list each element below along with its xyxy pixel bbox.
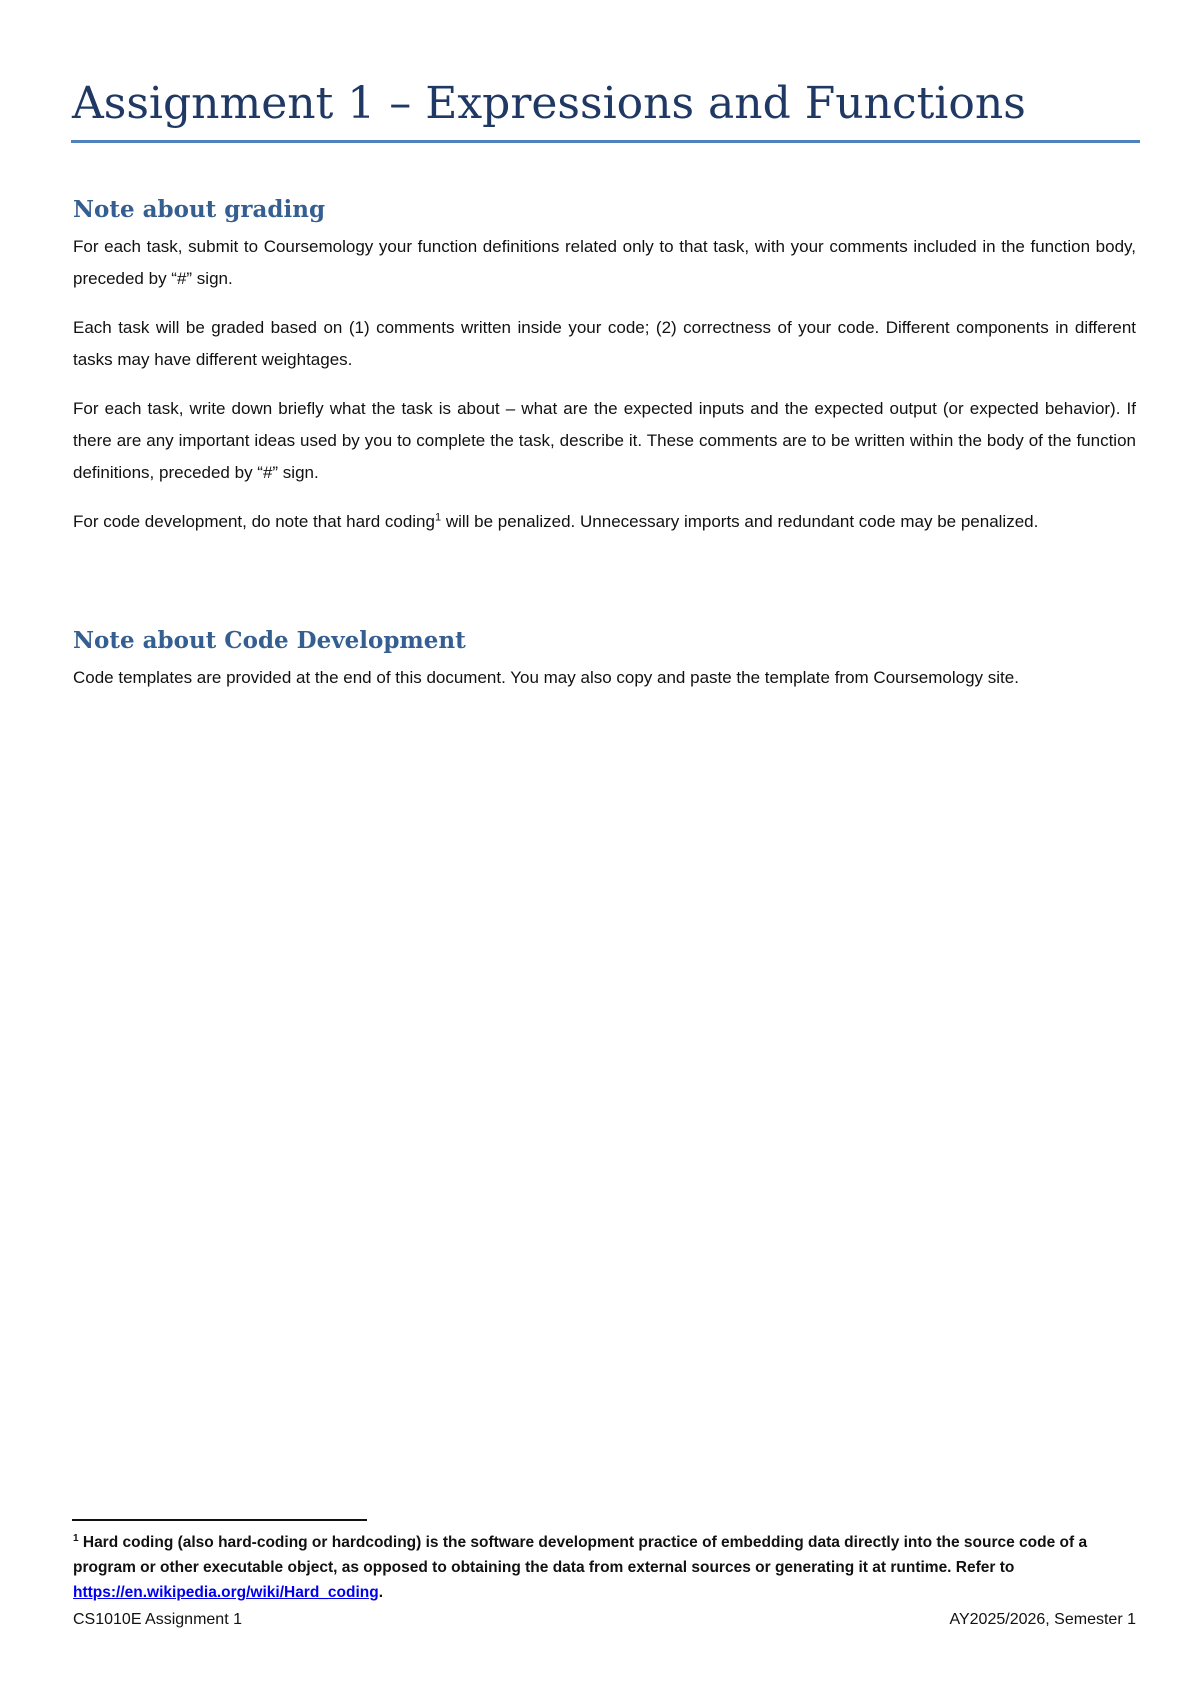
grading-section <box>73 193 1136 555</box>
grading-paragraph-1: For each task, submit to Coursemology your function definitions related only to that task, with your comments included in the function body, preceded by “#” sign. <box>73 237 1136 288</box>
footnote <box>73 1530 1136 1605</box>
code-development-paragraph: Code templates are provided at the end of this document. You may also copy and paste the template from Coursemology site. <box>73 668 1019 687</box>
footnote-text: Hard coding (also hard-coding or hardcoding) is the software development practice of embedding data directly into the source code of a program or other executable object, as opposed to obtaining the data from external sources or generating it at runtime. Refer to <box>73 1534 1088 1576</box>
grading-paragraph-4-text: For code development, do note that hard coding <box>73 512 435 531</box>
grading-paragraph-3: For each task, write down briefly what the task is about – what are the expected inputs and the expected output (or expected behavior). If there are any important ideas used by you to complete the task, describe it. These comments are to be written within the body of the function definitions, preceded by “#” sign. <box>73 399 1136 482</box>
grading-paragraph-4-rest: will be penalized. Unnecessary imports and redundant code may be penalized. <box>441 512 1039 531</box>
grading-paragraph-4 <box>73 506 1136 538</box>
title-underline <box>71 140 1140 143</box>
footnote-marker: 1 <box>73 1532 79 1544</box>
code-development-section <box>73 624 1136 711</box>
footer-semester: AY2025/2026, Semester 1 <box>949 1611 1136 1628</box>
footnote-reference[interactable]: 1 <box>434 511 442 524</box>
footnote-trailing: . <box>378 1584 384 1601</box>
footnote-link[interactable]: https://en.wikipedia.org/wiki/Hard_coding <box>73 1584 379 1601</box>
grading-heading: Note about grading <box>73 196 326 223</box>
document-title: Assignment 1 – Expressions and Functions <box>72 78 1026 129</box>
footer-course: CS1010E Assignment 1 <box>73 1611 242 1628</box>
footnote-separator <box>72 1519 367 1521</box>
grading-paragraph-2: Each task will be graded based on (1) comments written inside your code; (2) correctness of your code. Different components in different tasks may have different weightages. <box>73 318 1136 369</box>
code-development-heading: Note about Code Development <box>73 627 466 654</box>
